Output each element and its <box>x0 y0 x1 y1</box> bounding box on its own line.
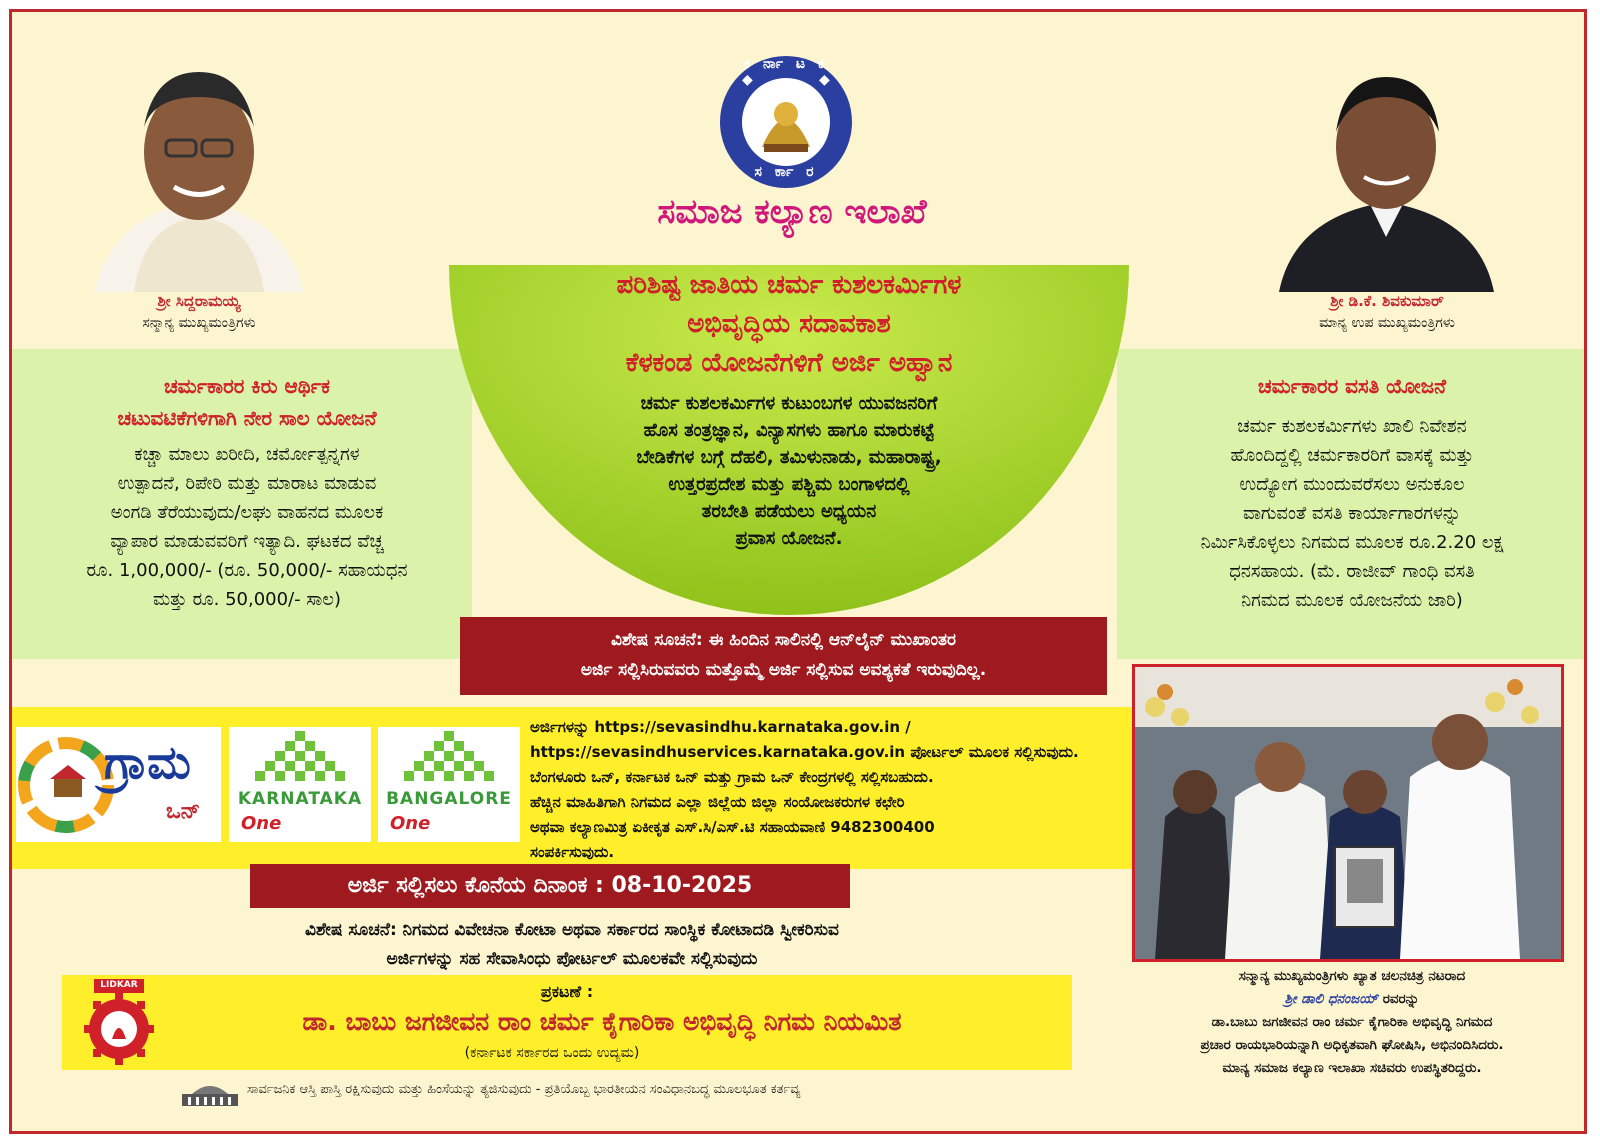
right-scheme-title: ಚರ್ಮಕಾರರ ವಸತಿ ಯೋಜನೆ <box>1257 374 1447 398</box>
apply-info-line: ಸಂಪರ್ಕಿಸುವುದು. <box>530 843 615 861</box>
right-body-line: ಚರ್ಮ ಕುಶಲಕರ್ಮಿಗಳು ಖಾಲಿ ನಿವೇಶನ <box>1237 416 1467 437</box>
left-body-line: ಮತ್ತು ರೂ. 50,000/- ಸಾಲ) <box>153 589 341 610</box>
right-leader-role: ಮಾನ್ಯ ಉಪ ಮುಖ್ಯಮಂತ್ರಿಗಳು <box>1319 315 1455 331</box>
right-body-line: ವಾಗುವಂತೆ ವಸತಿ ಕಾರ್ಯಾಗಾರಗಳನ್ನು <box>1243 503 1461 524</box>
right-body-line: ನಿರ್ಮಿಸಿಕೊಳ್ಳಲು ನಿಗಮದ ಮೂಲಕ ರೂ.2.20 ಲಕ್ಷ <box>1200 532 1504 553</box>
lidkar-logo-text: LIDKAR <box>100 980 138 990</box>
photo-caption <box>1132 965 1572 1080</box>
apply-info-line: ಬೆಂಗಳೂರು ಒನ್, ಕರ್ನಾಟಕ ಒನ್ ಮತ್ತು ಗ್ರಾಮ ಒನ್ ಕೇಂದ್ರಗಳಲ್ಲಿ ಸಲ್ಲಿಸಬಹುದು. <box>530 768 934 786</box>
center-body-line: ಪ್ರವಾಸ ಯೋಜನೆ. <box>735 528 843 549</box>
deadline-banner: ಅರ್ಜಿ ಸಲ್ಲಿಸಲು ಕೊನೆಯ ದಿನಾಂಕ : 08-10-2025 <box>250 864 850 908</box>
right-scheme-body <box>1117 412 1587 615</box>
bangalore-text: BANGALORE <box>386 789 512 809</box>
caption-line-2 <box>1132 988 1572 1011</box>
publisher-name: ಡಾ. ಬಾಬು ಜಗಜೀವನ ರಾಂ ಚರ್ಮ ಕೈಗಾರಿಕಾ ಅಭಿವೃದ್ಧಿ ನಿಗಮ ನಿಯಮಿತ <box>302 1007 902 1036</box>
caption-name: ಶ್ರೀ ಡಾಲಿ ಧನಂಜಯ್ <box>1284 991 1379 1007</box>
apply-info <box>530 715 1130 865</box>
event-photo <box>1132 664 1564 962</box>
left-body-line: ಕಚ್ಚಾ ಮಾಲು ಖರೀದಿ, ಚರ್ಮೋತ್ಪನ್ನಗಳ <box>134 444 360 465</box>
caption-name-suffix: ರವರನ್ನು <box>1378 991 1420 1007</box>
notice-1-line-2: ಅರ್ಜಿ ಸಲ್ಲಿಸಿರುವವರು ಮತ್ತೊಮ್ಮೆ ಅರ್ಜಿ ಸಲ್ಲಿಸುವ ಅವಶ್ಯಕತೆ ಇರುವುದಿಲ್ಲ. <box>580 660 987 680</box>
notice-2-line-2: ಅರ್ಜಿಗಳನ್ನು ಸಹ ಸೇವಾಸಿಂಧು ಪೋರ್ಟಲ್ ಮೂಲಕವೇ ಸಲ್ಲಿಸುವುದು <box>386 949 758 969</box>
center-body-line: ಉತ್ತರಪ್ರದೇಶ ಮತ್ತು ಪಶ್ಚಿಮ ಬಂಗಾಳದಲ್ಲಿ <box>668 474 910 495</box>
center-body-line: ತರಬೇತಿ ಪಡೆಯಲು ಅಧ್ಯಯನ <box>701 501 877 522</box>
caption-line-3: ಡಾ.ಬಾಬು ಜಗಜೀವನ ರಾಂ ಚರ್ಮ ಕೈಗಾರಿಕಾ ಅಭಿವೃದ್ಧಿ ನಿಗಮದ <box>1211 1014 1493 1030</box>
publisher-sub: (ಕರ್ನಾಟಕ ಸರ್ಕಾರದ ಒಂದು ಉದ್ಯಮ) <box>464 1045 640 1061</box>
chief-minister-photo <box>74 42 324 292</box>
caption-line-1: ಸನ್ಮಾನ್ಯ ಮುಖ್ಯಮಂತ್ರಿಗಳು ಖ್ಯಾತ ಚಲನಚಿತ್ರ ನಟರಾದ <box>1238 968 1466 984</box>
grama-one-logo <box>16 727 221 842</box>
bangalore-one-logo <box>378 727 520 842</box>
center-body-line: ಚರ್ಮ ಕುಶಲಕರ್ಮಿಗಳ ಕುಟುಂಬಗಳ ಯುವಜನರಿಗೆ <box>640 393 938 414</box>
emblem-bottom-text: ಸ ರ್ಕಾ ರ <box>754 164 818 180</box>
bangalore-one-text: One <box>390 813 431 834</box>
left-body-line: ವ್ಯಾಪಾರ ಮಾಡುವವರಿಗೆ ಇತ್ಯಾದಿ. ಘಟಕದ ವೆಚ್ಚ <box>110 531 384 552</box>
parliament-icon <box>180 1078 240 1108</box>
department-title: ಸಮಾಜ ಕಲ್ಯಾಣ ಇಲಾಖೆ <box>657 192 927 232</box>
right-body-line: ಧನಸಹಾಯ. (ಮೆ. ರಾಜೀವ್ ಗಾಂಧಿ ವಸತಿ <box>1229 561 1475 582</box>
center-body-line: ಹೊಸ ತಂತ್ರಜ್ಞಾನ, ವಿನ್ಯಾಸಗಳು ಹಾಗೂ ಮಾರುಕಟ್ಟೆ <box>643 420 935 441</box>
center-body-line: ಬೇಡಿಕೆಗಳ ಬಗ್ಗೆ ದೆಹಲಿ, ತಮಿಳುನಾಡು, ಮಹಾರಾಷ್ಟ್ರ, <box>636 447 942 468</box>
right-body-line: ನಿಗಮದ ಮೂಲಕ ಯೋಜನೆಯ ಜಾರಿ) <box>1241 590 1463 611</box>
karnataka-one-text: One <box>241 813 282 834</box>
grama-sub: ಒನ್ <box>166 799 201 824</box>
left-body-line: ಅಂಗಡಿ ತೆರೆಯುವುದು/ಲಘು ವಾಹನದ ಮೂಲಕ <box>110 502 384 523</box>
center-title-2: ಅಭಿವೃದ್ಧಿಯ ಸದಾವಕಾಶ <box>687 309 891 339</box>
apply-info-line: ಅರ್ಜಿಗಳನ್ನು https://sevasindhu.karnataka.gov.in / <box>530 718 911 736</box>
center-title-1: ಪರಿಶಿಷ್ಟ ಜಾತಿಯ ಚರ್ಮ ಕುಶಲಕರ್ಮಿಗಳ <box>616 270 962 300</box>
right-leader-name: ಶ್ರೀ ಡಿ.ಕೆ. ಶಿವಕುಮಾರ್ <box>1330 292 1444 310</box>
grama-text: ಗ್ರಾಮ <box>104 735 191 789</box>
apply-info-line: https://sevasindhuservices.karnataka.gov.in ಪೋರ್ಟಲ್ ಮೂಲಕ ಸಲ್ಲಿಸುವುದು. <box>530 743 1079 761</box>
notice-2-line-1: ವಿಶೇಷ ಸೂಚನೆ: ನಿಗಮದ ವಿವೇಚನಾ ಕೋಟಾ ಅಥವಾ ಸರ್ಕಾರದ ಸಾಂಸ್ಥಿಕ ಕೋಟಾದಡಿ ಸ್ವೀಕರಿಸುವ <box>305 920 839 940</box>
karnataka-text: KARNATAKA <box>237 789 363 809</box>
footer-text: ಸಾರ್ವಜನಿಕ ಆಸ್ತಿ ಪಾಸ್ತಿ ರಕ್ಷಿಸುವುದು ಮತ್ತು ಹಿಂಸೆಯನ್ನು ತ್ಯಜಿಸುವುದು - ಪ್ರತಿಯೊಬ್ಬ ಭಾರತೀಯನ ಸಂವಿಧಾನಬದ್ಧ ಮೂಲಭೂತ ಕರ್ತವ್ಯ <box>247 1082 801 1097</box>
left-body-line: ರೂ. 1,00,000/- (ರೂ. 50,000/- ಸಹಾಯಧನ <box>86 560 408 581</box>
special-notice-2 <box>72 916 1072 974</box>
center-title-3: ಕೆಳಕಂಡ ಯೋಜನೆಗಳಿಗೆ ಅರ್ಜಿ ಅಹ್ವಾನ <box>625 348 953 378</box>
right-body-line: ಉದ್ಯೋಗ ಮುಂದುವರೆಸಲು ಅನುಕೂಲ <box>1239 474 1465 495</box>
left-scheme-body <box>22 440 472 614</box>
left-scheme-title-2: ಚಟುವಟಿಕೆಗಳಿಗಾಗಿ ನೇರ ಸಾಲ ಯೋಜನೆ <box>117 406 377 430</box>
karnataka-one-logo <box>229 727 371 842</box>
apply-info-line: ಹೆಚ್ಚಿನ ಮಾಹಿತಿಗಾಗಿ ನಿಗಮದ ಎಲ್ಲಾ ಜಿಲ್ಲೆಯ ಜಿಲ್ಲಾ ಸಂಯೋಜಕರುಗಳ ಕಛೇರಿ <box>530 793 905 811</box>
emblem-dot: ◆ <box>742 72 753 88</box>
center-body <box>509 390 1069 552</box>
emblem-dot: ◆ <box>819 72 830 88</box>
left-scheme-title-1: ಚರ್ಮಕಾರರ ಕಿರು ಆರ್ಥಿಕ <box>164 374 330 398</box>
deputy-cm-photo <box>1274 52 1499 292</box>
left-leader-role: ಸನ್ಮಾನ್ಯ ಮುಖ್ಯಮಂತ್ರಿಗಳು <box>142 315 256 331</box>
right-body-line: ಹೊಂದಿದ್ದಲ್ಲಿ ಚರ್ಮಕಾರರಿಗೆ ವಾಸಕ್ಕೆ ಮತ್ತು <box>1230 445 1474 466</box>
advertisement-page <box>9 9 1587 1134</box>
notice-1-line-1: ವಿಶೇಷ ಸೂಚನೆ: ಈ ಹಿಂದಿನ ಸಾಲಿನಲ್ಲಿ ಆನ್‌ಲೈನ್ ಮುಖಾಂತರ <box>610 630 957 650</box>
left-body-line: ಉತ್ಪಾದನೆ, ರಿಪೇರಿ ಮತ್ತು ಮಾರಾಟ ಮಾಡುವ <box>117 473 377 494</box>
emblem-top-text: ಕ ರ್ನಾ ಟ ಕ <box>743 56 829 72</box>
left-leader-name: ಶ್ರೀ ಸಿದ್ದರಾಮಯ್ಯ <box>157 292 241 310</box>
caption-line-5: ಮಾನ್ಯ ಸಮಾಜ ಕಲ್ಯಾಣ ಇಲಾಖಾ ಸಚಿವರು ಉಪಸ್ಥಿತರಿದ್ದರು. <box>1222 1060 1482 1076</box>
publisher-label: ಪ್ರಕಟಣೆ : <box>540 982 594 1001</box>
special-notice-1 <box>460 617 1107 695</box>
apply-info-line: ಅಥವಾ ಕಲ್ಯಾಣಮಿತ್ರ ಏಕೀಕೃತ ಎಸ್.ಸಿ/ಎಸ್.ಟಿ ಸಹಾಯವಾಣಿ 9482300400 <box>530 818 935 836</box>
caption-line-4: ಪ್ರಚಾರ ರಾಯಭಾರಿಯನ್ನಾಗಿ ಅಧಿಕೃತವಾಗಿ ಘೋಷಿಸಿ, ಅಭಿನಂದಿಸಿದರು. <box>1200 1037 1504 1053</box>
lidkar-logo <box>84 977 154 1072</box>
